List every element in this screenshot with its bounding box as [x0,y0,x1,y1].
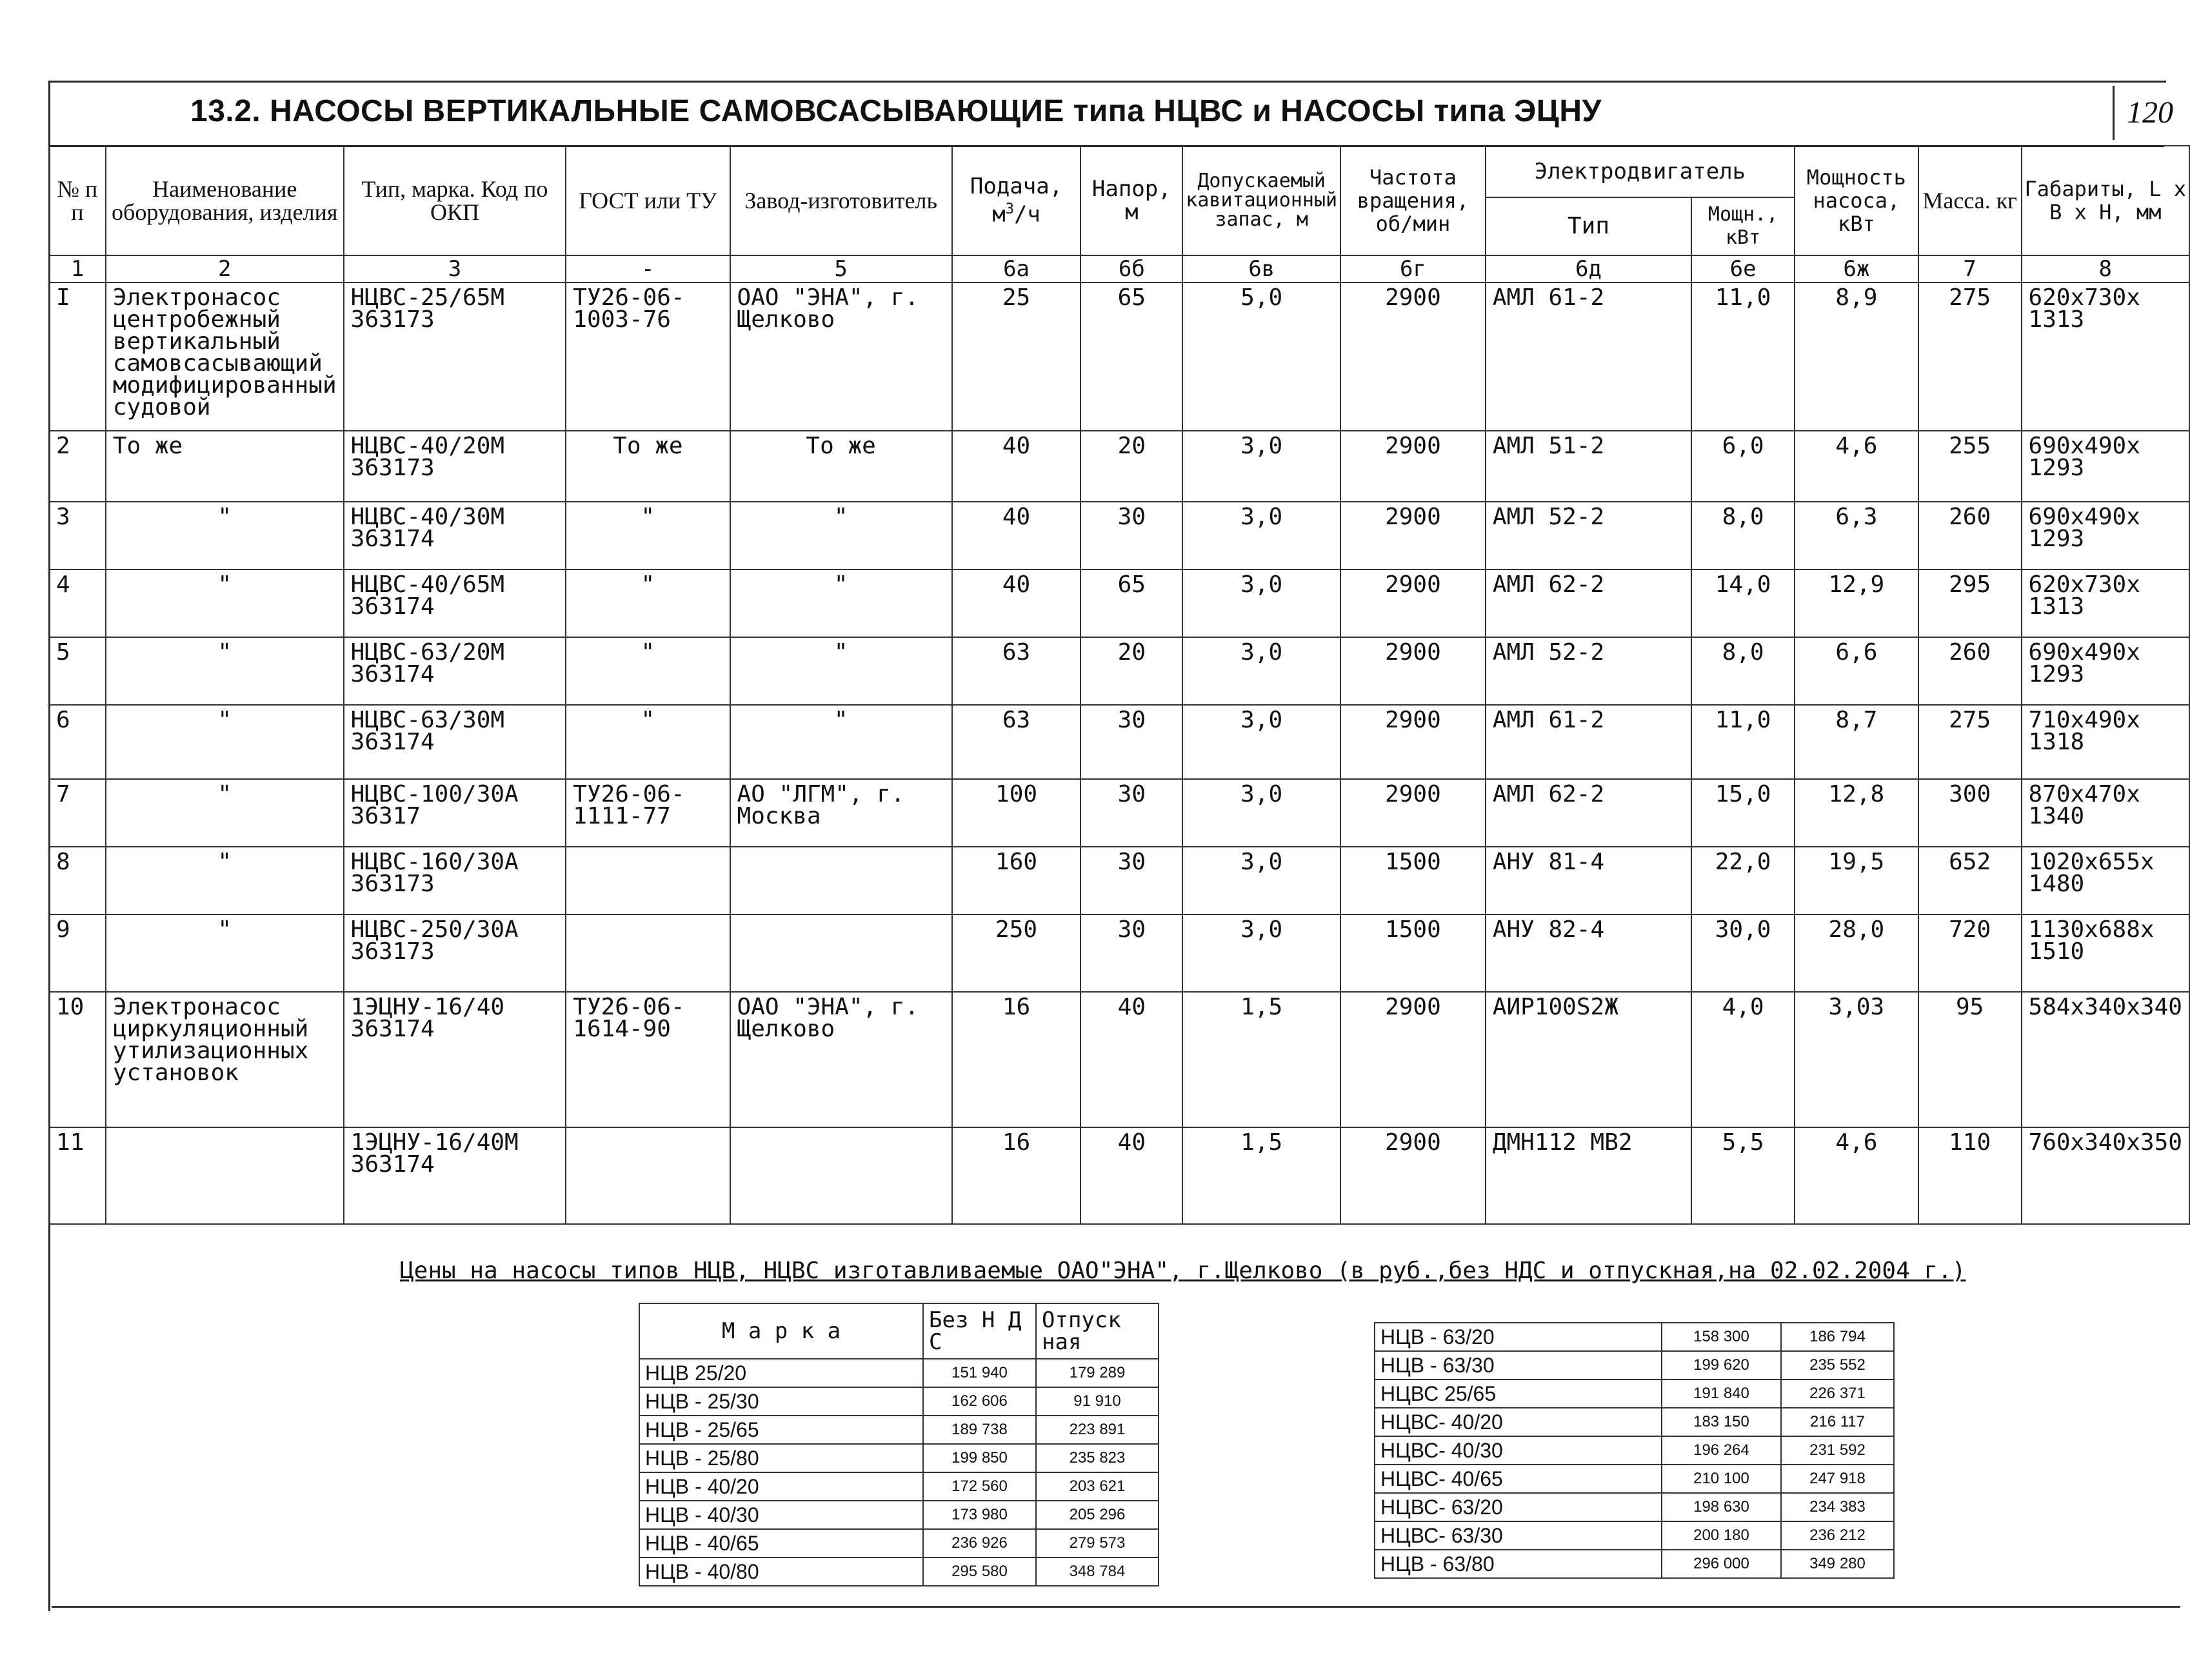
row-head: 40 [1080,1127,1182,1224]
hdr-pump-power: Мощность насоса, кВт [1795,146,1918,255]
row-mass: 255 [1918,431,2022,502]
hdr-head: Напор, м [1080,146,1182,255]
row-cav: 5,0 [1182,282,1340,431]
idx-cell: 8 [2022,255,2189,282]
price-novat: 200 180 [1662,1521,1781,1550]
row-pump-power: 8,7 [1795,705,1918,779]
row-head: 30 [1080,779,1182,847]
row-maker: АО "ЛГМ", г. Москва [730,779,952,847]
row-type: 1ЭЦНУ-16/40М 363174 [344,1127,566,1224]
hdr-flow-sup: 3 [1005,201,1014,218]
table-row [49,282,2189,431]
row-pump-power: 12,8 [1795,779,1918,847]
price-hdr-mark: М а р к а [639,1303,923,1359]
price-retail: 203 621 [1036,1472,1159,1501]
row-maker [730,1127,952,1224]
row-flow: 63 [952,637,1081,705]
row-type: НЦВС-100/30А 36317 [344,779,566,847]
price-row [1375,1493,1894,1521]
row-gost: " [566,569,730,637]
row-flow: 100 [952,779,1081,847]
row-gost: ТУ26-06-1614-90 [566,992,730,1127]
page-title: 13.2. НАСОСЫ ВЕРТИКАЛЬНЫЕ САМОВСАСЫВАЮЩИЕ типа НЦВС и НАСОСЫ типа ЭЦНУ [190,94,1602,128]
row-mass: 300 [1918,779,2022,847]
hdr-cav: Допускаемый кавитационный запас, м [1182,146,1340,255]
idx-cell: 3 [344,255,566,282]
price-hdr-novat: Без Н Д С [923,1303,1036,1359]
idx-cell: 6е [1691,255,1795,282]
price-retail: 186 794 [1781,1323,1894,1351]
row-motor-power: 15,0 [1691,779,1795,847]
row-flow: 40 [952,569,1081,637]
row-dims: 690x490x 1293 [2022,637,2189,705]
row-motor: АМЛ 51-2 [1486,431,1691,502]
row-mass: 295 [1918,569,2022,637]
price-novat: 199 850 [923,1444,1036,1472]
row-cav: 3,0 [1182,431,1340,502]
price-novat: 189 738 [923,1416,1036,1444]
row-mass: 275 [1918,282,2022,431]
hdr-motor-power: Мощн., кВт [1691,197,1795,255]
price-novat: 151 940 [923,1359,1036,1387]
row-rpm: 2900 [1340,569,1486,637]
row-cav: 1,5 [1182,1127,1340,1224]
bottom-rule [52,1606,2180,1608]
price-row [639,1472,1159,1501]
price-retail: 234 383 [1781,1493,1894,1521]
price-novat: 183 150 [1662,1408,1781,1436]
row-pump-power: 28,0 [1795,914,1918,992]
price-row [1375,1550,1894,1578]
row-mass: 652 [1918,847,2022,914]
row-dims: 1020x655x 1480 [2022,847,2189,914]
price-row [1375,1465,1894,1493]
row-rpm: 2900 [1340,502,1486,569]
idx-cell: 6а [952,255,1081,282]
row-pump-power: 3,03 [1795,992,1918,1127]
row-flow: 16 [952,992,1081,1127]
row-maker: ОАО "ЭНА", г. Щелково [730,992,952,1127]
index-row [49,255,2189,282]
row-rpm: 2900 [1340,705,1486,779]
row-type: НЦВС-40/65М 363174 [344,569,566,637]
row-num: 3 [49,502,106,569]
row-motor-power: 14,0 [1691,569,1795,637]
row-num: 4 [49,569,106,637]
row-motor-power: 11,0 [1691,705,1795,779]
price-novat: 162 606 [923,1387,1036,1416]
price-retail: 231 592 [1781,1436,1894,1465]
price-row [1375,1521,1894,1550]
row-num: 10 [49,992,106,1127]
row-motor-power: 22,0 [1691,847,1795,914]
row-motor: АНУ 81-4 [1486,847,1691,914]
row-num: 5 [49,637,106,705]
price-retail: 247 918 [1781,1465,1894,1493]
price-row [639,1529,1159,1557]
row-type: 1ЭЦНУ-16/40 363174 [344,992,566,1127]
price-mark: НЦВ - 63/30 [1375,1351,1662,1379]
price-mark: НЦВ - 40/80 [639,1557,923,1586]
row-cav: 3,0 [1182,569,1340,637]
row-dims: 620x730x 1313 [2022,569,2189,637]
row-dims: 690x490x 1293 [2022,431,2189,502]
row-type: НЦВС-63/20М 363174 [344,637,566,705]
row-maker: " [730,705,952,779]
row-motor: АМЛ 62-2 [1486,569,1691,637]
row-cav: 1,5 [1182,992,1340,1127]
row-type: НЦВС-40/30М 363174 [344,502,566,569]
price-row [639,1416,1159,1444]
price-retail: 235 823 [1036,1444,1159,1472]
price-row [1375,1408,1894,1436]
row-dims: 760x340x350 [2022,1127,2189,1224]
hdr-rpm: Частота вращения, об/мин [1340,146,1486,255]
row-flow: 63 [952,705,1081,779]
price-novat: 236 926 [923,1529,1036,1557]
price-mark: НЦВ - 25/30 [639,1387,923,1416]
row-gost: " [566,502,730,569]
row-rpm: 2900 [1340,779,1486,847]
price-novat: 158 300 [1662,1323,1781,1351]
table-row [49,569,2189,637]
row-mass: 110 [1918,1127,2022,1224]
table-row [49,779,2189,847]
row-pump-power: 4,6 [1795,1127,1918,1224]
table-row [49,992,2189,1127]
row-cav: 3,0 [1182,502,1340,569]
price-table-left [639,1303,1159,1586]
row-name: " [106,705,344,779]
row-name: " [106,914,344,992]
row-pump-power: 6,3 [1795,502,1918,569]
price-mark: НЦВС- 63/30 [1375,1521,1662,1550]
row-motor: АМЛ 62-2 [1486,779,1691,847]
table-row [49,637,2189,705]
price-mark: НЦВ - 25/65 [639,1416,923,1444]
row-rpm: 1500 [1340,847,1486,914]
price-table-right [1374,1322,1895,1579]
row-num: 8 [49,847,106,914]
row-num: 11 [49,1127,106,1224]
hdr-motor-type: Тип [1486,197,1691,255]
row-pump-power: 19,5 [1795,847,1918,914]
row-gost: То же [566,431,730,502]
pump-table [48,145,2190,1225]
row-mass: 720 [1918,914,2022,992]
price-header-row [639,1303,1159,1359]
row-maker: " [730,569,952,637]
price-retail: 236 212 [1781,1521,1894,1550]
row-maker: ОАО "ЭНА", г. Щелково [730,282,952,431]
row-maker: " [730,502,952,569]
hdr-flow-label: Подача, м [970,173,1063,228]
row-mass: 275 [1918,705,2022,779]
hdr-gost: ГОСТ или ТУ [566,146,730,255]
price-mark: НЦВ - 40/20 [639,1472,923,1501]
row-name: " [106,569,344,637]
row-head: 30 [1080,502,1182,569]
idx-cell: 6д [1486,255,1691,282]
table-row [49,502,2189,569]
price-novat: 199 620 [1662,1351,1781,1379]
row-motor-power: 30,0 [1691,914,1795,992]
row-rpm: 2900 [1340,1127,1486,1224]
row-type: НЦВС-250/30А 363173 [344,914,566,992]
row-motor-power: 4,0 [1691,992,1795,1127]
idx-cell: 7 [1918,255,2022,282]
price-row [1375,1323,1894,1351]
idx-cell: 6г [1340,255,1486,282]
table-row [49,847,2189,914]
row-motor-power: 6,0 [1691,431,1795,502]
hdr-num: № п п [49,146,106,255]
row-dims: 1130x688x 1510 [2022,914,2189,992]
table-row [49,705,2189,779]
row-gost: " [566,705,730,779]
hdr-dims: Габариты, L х В х Н, мм [2022,146,2189,255]
row-dims: 620x730x 1313 [2022,282,2189,431]
hdr-name: Наименование оборудования, изделия [106,146,344,255]
row-type: НЦВС-160/30А 363173 [344,847,566,914]
row-motor-power: 5,5 [1691,1127,1795,1224]
hdr-type: Тип, марка. Код по ОКП [344,146,566,255]
row-type: НЦВС-25/65М 363173 [344,282,566,431]
row-dims: 690x490x 1293 [2022,502,2189,569]
idx-cell: 6ж [1795,255,1918,282]
price-row [639,1444,1159,1472]
row-rpm: 2900 [1340,431,1486,502]
price-row [1375,1379,1894,1408]
row-motor: АМЛ 52-2 [1486,637,1691,705]
row-num: 6 [49,705,106,779]
row-flow: 25 [952,282,1081,431]
row-maker [730,847,952,914]
row-mass: 260 [1918,637,2022,705]
price-novat: 191 840 [1662,1379,1781,1408]
price-novat: 296 000 [1662,1550,1781,1578]
row-pump-power: 6,6 [1795,637,1918,705]
row-flow: 160 [952,847,1081,914]
table-row [49,1127,2189,1224]
row-cav: 3,0 [1182,779,1340,847]
row-type: НЦВС-63/30М 363174 [344,705,566,779]
row-name: " [106,637,344,705]
row-motor-power: 11,0 [1691,282,1795,431]
price-mark: НЦВС- 40/20 [1375,1408,1662,1436]
row-rpm: 1500 [1340,914,1486,992]
price-mark: НЦВС- 40/30 [1375,1436,1662,1465]
row-motor: АНУ 82-4 [1486,914,1691,992]
row-pump-power: 4,6 [1795,431,1918,502]
row-motor: АМЛ 52-2 [1486,502,1691,569]
row-flow: 250 [952,914,1081,992]
row-cav: 3,0 [1182,705,1340,779]
table-row [49,914,2189,992]
row-pump-power: 8,9 [1795,282,1918,431]
row-flow: 16 [952,1127,1081,1224]
hdr-mass: Масса. кг [1918,146,2022,255]
row-name: " [106,779,344,847]
row-maker [730,914,952,992]
title-row [48,81,2173,147]
row-name: Электронасос центробежный вертикальный самовсасывающий модифицированный судовой [106,282,344,431]
price-retail: 348 784 [1036,1557,1159,1586]
price-retail: 205 296 [1036,1501,1159,1529]
price-retail: 223 891 [1036,1416,1159,1444]
row-gost: ТУ26-06-1111-77 [566,779,730,847]
price-novat: 196 264 [1662,1436,1781,1465]
row-num: 9 [49,914,106,992]
price-novat: 210 100 [1662,1465,1781,1493]
row-mass: 260 [1918,502,2022,569]
hdr-flow-unit: /ч [1013,201,1040,228]
row-dims: 584x340x340 [2022,992,2189,1127]
row-head: 20 [1080,431,1182,502]
row-gost [566,847,730,914]
idx-cell: 6в [1182,255,1340,282]
header-row [49,146,2189,197]
price-novat: 198 630 [1662,1493,1781,1521]
row-gost [566,1127,730,1224]
idx-cell: 6б [1080,255,1182,282]
row-motor: ДМН112 МВ2 [1486,1127,1691,1224]
price-mark: НЦВ - 25/80 [639,1444,923,1472]
row-motor: АМЛ 61-2 [1486,705,1691,779]
row-head: 30 [1080,914,1182,992]
row-head: 30 [1080,847,1182,914]
price-retail: 226 371 [1781,1379,1894,1408]
row-maker: То же [730,431,952,502]
price-row [1375,1436,1894,1465]
row-motor: АИР100S2Ж [1486,992,1691,1127]
row-head: 30 [1080,705,1182,779]
row-num: I [49,282,106,431]
row-flow: 40 [952,431,1081,502]
row-num: 2 [49,431,106,502]
price-mark: НЦВС 25/65 [1375,1379,1662,1408]
page-number: 120 [2113,86,2185,140]
price-hdr-retail: Отпуск ная [1036,1303,1159,1359]
hdr-motor: Электродвигатель [1486,146,1795,197]
idx-cell: - [566,255,730,282]
price-mark: НЦВС- 63/20 [1375,1493,1662,1521]
price-retail: 349 280 [1781,1550,1894,1578]
price-row [639,1359,1159,1387]
row-cav: 3,0 [1182,914,1340,992]
row-motor-power: 8,0 [1691,637,1795,705]
row-name: " [106,502,344,569]
row-rpm: 2900 [1340,282,1486,431]
price-mark: НЦВС- 40/65 [1375,1465,1662,1493]
row-head: 40 [1080,992,1182,1127]
row-dims: 870x470x 1340 [2022,779,2189,847]
row-rpm: 2900 [1340,637,1486,705]
row-dims: 710x490x 1318 [2022,705,2189,779]
hdr-flow [952,146,1081,255]
row-name: " [106,847,344,914]
row-head: 20 [1080,637,1182,705]
price-retail: 179 289 [1036,1359,1159,1387]
price-novat: 172 560 [923,1472,1036,1501]
row-gost [566,914,730,992]
row-cav: 3,0 [1182,637,1340,705]
price-row [1375,1351,1894,1379]
price-retail: 279 573 [1036,1529,1159,1557]
row-type: НЦВС-40/20М 363173 [344,431,566,502]
price-novat: 295 580 [923,1557,1036,1586]
row-head: 65 [1080,282,1182,431]
price-mark: НЦВ - 63/20 [1375,1323,1662,1351]
idx-cell: 5 [730,255,952,282]
row-gost: " [566,637,730,705]
table-row [49,431,2189,502]
row-name [106,1127,344,1224]
price-mark: НЦВ - 63/80 [1375,1550,1662,1578]
idx-cell: 1 [49,255,106,282]
price-mark: НЦВ - 40/65 [639,1529,923,1557]
row-rpm: 2900 [1340,992,1486,1127]
hdr-maker: Завод-изготовитель [730,146,952,255]
price-row [639,1557,1159,1586]
row-head: 65 [1080,569,1182,637]
price-mark: НЦВ - 40/30 [639,1501,923,1529]
idx-cell: 2 [106,255,344,282]
row-num: 7 [49,779,106,847]
row-flow: 40 [952,502,1081,569]
price-retail: 235 552 [1781,1351,1894,1379]
row-maker: " [730,637,952,705]
row-cav: 3,0 [1182,847,1340,914]
row-name: Электронасос циркуляционный утилизационных установок [106,992,344,1127]
price-retail: 216 117 [1781,1408,1894,1436]
price-note: Цены на насосы типов НЦВ, НЦВС изготавливаемые ОАО"ЭНА", г.Щелково (в руб.,без НДС и отпускная,на 02.02.2004 г.) [400,1258,1966,1284]
row-gost: ТУ26-06-1003-76 [566,282,730,431]
row-name: То же [106,431,344,502]
price-row [639,1387,1159,1416]
row-pump-power: 12,9 [1795,569,1918,637]
price-retail: 91 910 [1036,1387,1159,1416]
row-mass: 95 [1918,992,2022,1127]
price-mark: НЦВ 25/20 [639,1359,923,1387]
price-novat: 173 980 [923,1501,1036,1529]
price-row [639,1501,1159,1529]
row-motor-power: 8,0 [1691,502,1795,569]
row-motor: АМЛ 61-2 [1486,282,1691,431]
